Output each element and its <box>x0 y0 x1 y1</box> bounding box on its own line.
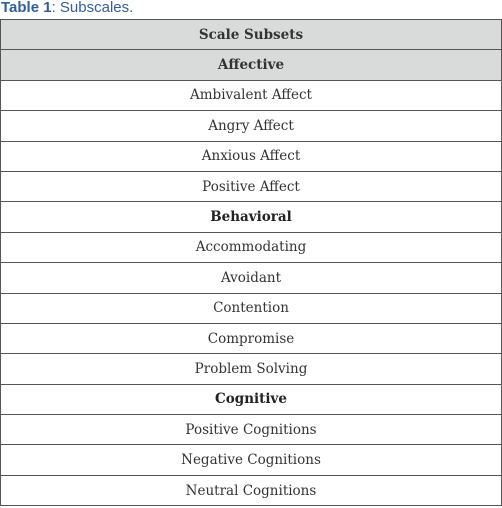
table-row: Positive Cognitions <box>1 415 501 445</box>
group-heading-cognitive: Cognitive <box>1 385 501 415</box>
table-row: Angry Affect <box>1 111 501 141</box>
table-row: Contention <box>1 294 501 324</box>
table-row: Ambivalent Affect <box>1 81 501 111</box>
table-row: Neutral Cognitions <box>1 476 501 506</box>
group-heading-affective: Affective <box>1 50 501 80</box>
table-row: Compromise <box>1 324 501 354</box>
table-header: Scale Subsets <box>1 20 501 50</box>
table-row: Negative Cognitions <box>1 445 501 475</box>
table-row: Avoidant <box>1 263 501 293</box>
table-caption <box>1 0 133 18</box>
table-row: Problem Solving <box>1 354 501 384</box>
table-caption-text: : Subscales. <box>51 0 134 16</box>
table-caption-label: Table 1 <box>1 0 52 16</box>
table-row: Positive Affect <box>1 172 501 202</box>
subscales-table <box>0 19 502 506</box>
table-row: Accommodating <box>1 233 501 263</box>
group-heading-behavioral: Behavioral <box>1 202 501 232</box>
table-row: Anxious Affect <box>1 142 501 172</box>
